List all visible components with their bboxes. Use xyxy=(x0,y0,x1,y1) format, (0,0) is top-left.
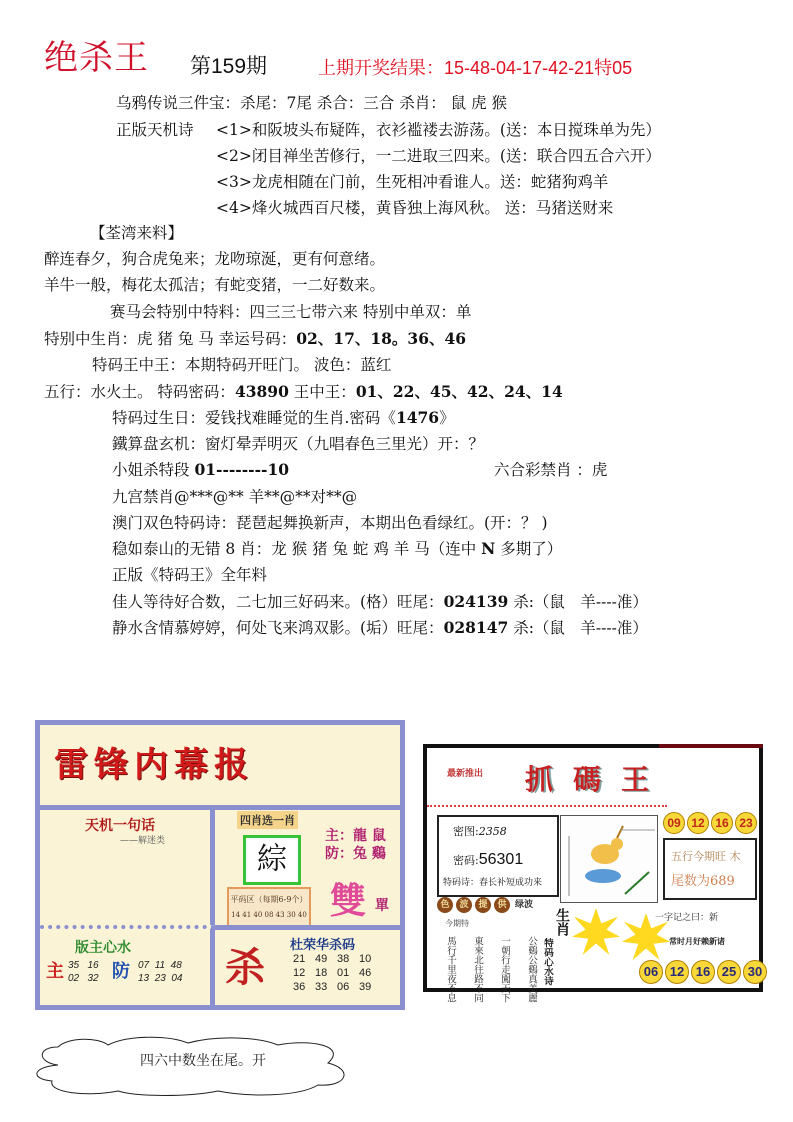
num: 23 xyxy=(154,973,166,984)
line-s4 xyxy=(44,329,466,349)
ball: 25 xyxy=(717,960,741,984)
line-s4-label: 特别中生肖：虎 猪 兔 马 幸运号码： xyxy=(44,330,297,348)
king-numbers: 01、22、45、42、24、14 xyxy=(355,382,563,401)
poem-label: 正版天机诗 xyxy=(116,121,194,139)
dan-char: 單 xyxy=(375,898,389,914)
du-title: 杜荣华杀码 xyxy=(290,938,356,953)
lucky-numbers: 02、17、18。36、46 xyxy=(296,329,467,348)
line-s9-label: 小姐杀特段 xyxy=(112,461,195,479)
wave-color: 绿波 xyxy=(515,900,534,910)
num: 21 xyxy=(293,953,306,965)
num: 35 xyxy=(68,960,80,971)
line-s14 xyxy=(112,592,648,612)
ball: 16 xyxy=(711,812,733,834)
line-s6-mid: 王中王： xyxy=(288,383,356,401)
fang-line: 防：兔 鷄 xyxy=(325,846,386,862)
leifeng-title: 雷锋内幕报 xyxy=(54,745,254,785)
line-s1: 醉连春夕，狗合虎兔来；龙吻琼涎，更有何意绪。 xyxy=(44,250,386,268)
ball: 23 xyxy=(735,812,757,834)
wuxing-text: 五行今期旺 木 xyxy=(671,850,741,863)
bottom-balls xyxy=(639,960,767,984)
line-s15 xyxy=(112,618,648,638)
fang-label: 防 xyxy=(112,961,130,982)
rabbit-illustration xyxy=(560,815,658,903)
du-box xyxy=(215,925,400,1005)
top-strip xyxy=(659,744,763,748)
tianji-title: 天机一句话 xyxy=(85,818,155,834)
line-s15-a: 静水含情慕婷婷，何处飞来鸿双影。(垢）旺尾： xyxy=(112,619,444,637)
mima-label: 密码: xyxy=(453,854,479,867)
sha-char: 杀 xyxy=(225,944,265,991)
tema-heart-poem: 特码心水诗 xyxy=(542,938,553,986)
num: 04 xyxy=(171,973,183,984)
line-s11: 澳门双色特码诗：琵琶起舞换新声，本期出色看绿红。(开：？ ) xyxy=(112,514,548,532)
leifeng-header xyxy=(40,725,400,810)
top-balls xyxy=(663,812,757,834)
section-heading: 【荃湾来料】 xyxy=(90,224,184,242)
line-s15-b: 杀:（鼠 羊----准） xyxy=(508,619,648,637)
weishu-text: 尾数为689 xyxy=(671,874,735,889)
banzhu-title: 版主心水 xyxy=(75,940,131,956)
zong-box xyxy=(215,805,400,925)
jinqi-label: 今期特 xyxy=(445,919,469,928)
zhuama-panel xyxy=(423,744,763,1003)
mima-value: 56301 xyxy=(478,851,524,868)
line-s3: 赛马会特别中特料：四三三七带六来 特别中单双：单 xyxy=(110,303,472,321)
line-s15-code: 028147 xyxy=(443,618,509,637)
zhu-line: 主：龍 鼠 xyxy=(325,828,386,844)
fang-numbers xyxy=(138,959,183,985)
ball: 30 xyxy=(743,960,767,984)
num: 06 xyxy=(337,981,350,993)
color-tags xyxy=(437,897,533,913)
changshi: 常时月好赖新诸 xyxy=(669,936,725,946)
zhu-numbers xyxy=(68,959,99,985)
line-s14-b: 杀:（鼠 羊----准） xyxy=(508,593,648,611)
last-result-numbers: 15-48-04-17-42-21特05 xyxy=(444,58,633,78)
zhu-label: 主 xyxy=(46,961,64,982)
line-s12-b: 多期了） xyxy=(495,540,563,558)
zong-char: 綜 xyxy=(243,835,301,885)
num: 33 xyxy=(315,981,328,993)
rabbit-icon xyxy=(561,816,657,902)
poem-col: 馬行千里夜不息 xyxy=(445,936,456,1003)
ball: 16 xyxy=(691,960,715,984)
tag: 提 xyxy=(475,897,491,913)
line-s7-end: 》 xyxy=(439,409,455,427)
tema-poem-line: 特码诗：春长补短成功来 xyxy=(443,878,543,888)
star-burst-icon xyxy=(572,908,620,956)
num: 13 xyxy=(138,973,150,984)
mitu xyxy=(453,823,507,839)
tag: 波 xyxy=(456,897,472,913)
cloud-text: 四六中数坐在尾。开 xyxy=(140,1053,266,1069)
ball: 09 xyxy=(663,812,685,834)
mima xyxy=(453,851,523,869)
mitu-label: 密图: xyxy=(453,825,479,838)
num: 01 xyxy=(337,967,350,979)
mitu-value: 2358 xyxy=(478,825,507,838)
line-crow-legend: 乌鸦传说三件宝：杀尾：7尾 杀合：三合 杀肖： 鼠 虎 猴 xyxy=(116,94,507,112)
num: 46 xyxy=(359,967,372,979)
zhu-fang-text xyxy=(325,827,386,863)
last-result xyxy=(318,54,632,80)
num: 38 xyxy=(337,953,350,965)
num: 36 xyxy=(293,981,306,993)
line-s8: 鐵算盘玄机：窗灯晕弄明灭（九唱春色三里光）开：？ xyxy=(112,435,485,453)
line-s12-n: N xyxy=(481,539,496,558)
poem-col: 公鷄公鷄真美麗 xyxy=(526,936,537,1003)
tianji-box xyxy=(40,805,215,925)
line-s9 xyxy=(112,460,289,480)
shuang-char: 雙 xyxy=(330,880,367,922)
num: 48 xyxy=(170,960,182,971)
num: 11 xyxy=(154,960,166,971)
num: 32 xyxy=(87,973,99,984)
secret-code: 43890 xyxy=(234,382,289,401)
num: 18 xyxy=(315,967,328,979)
forbidden-zodiac: 六合彩禁肖 ：虎 xyxy=(494,461,608,479)
poem-col: 一朝行走闖天下 xyxy=(499,936,510,1003)
line-s14-a: 佳人等待好合数，二七加三好码来。(格）旺尾： xyxy=(112,593,444,611)
secret-box xyxy=(437,815,559,897)
issue-number: 第159期 xyxy=(190,55,268,78)
latest-tag: 最新推出 xyxy=(447,769,484,779)
num: 02 xyxy=(68,973,80,984)
ball: 12 xyxy=(665,960,689,984)
poem-columns xyxy=(445,936,537,1003)
kill-range: 01--------10 xyxy=(194,460,290,479)
num: 39 xyxy=(359,981,372,993)
num: 10 xyxy=(359,953,372,965)
shengxiao-label: 生肖 xyxy=(554,908,570,936)
num: 07 xyxy=(138,960,150,971)
pingma-label: 平码区（每期6-9个） xyxy=(230,895,308,904)
line-s13: 正版《特码王》全年料 xyxy=(112,566,268,584)
num: 49 xyxy=(315,953,328,965)
line-s14-code: 024139 xyxy=(443,592,509,611)
last-result-label: 上期开奖结果： xyxy=(318,58,444,78)
pingma-numbers: 14 41 40 08 43 30 40 xyxy=(231,911,307,919)
tag: 色 xyxy=(437,897,453,913)
zhuama-title: 抓碼王 xyxy=(525,763,670,796)
line-s12-a: 稳如泰山的无错 8 肖：龙 猴 猪 兔 蛇 鸡 羊 马（连中 xyxy=(112,540,482,558)
line-s2: 羊牛一般，梅花太孤洁；有蛇变猪，一二好数来。 xyxy=(44,276,386,294)
banzhu-box xyxy=(40,925,215,1005)
line-s12 xyxy=(112,539,562,559)
line-s6 xyxy=(44,382,563,402)
line-s6-label: 五行：水火土。 特码密码： xyxy=(44,383,235,401)
du-numbers xyxy=(293,952,381,994)
tianji-author: ——解迷类 xyxy=(120,836,166,846)
zong-title: 四肖选一肖 xyxy=(237,811,298,829)
poem-line-2: <2>闭目禅坐苦修行，一二进取三四来。(送：联合四五合六开） xyxy=(216,147,661,165)
birthday-code: 1476 xyxy=(395,408,440,427)
line-s7 xyxy=(112,408,455,428)
pingma-box xyxy=(227,887,311,927)
num: 16 xyxy=(87,960,99,971)
line-s7-label: 特码过生日：爱钱找难睡觉的生肖.密码《 xyxy=(112,409,396,427)
num: 12 xyxy=(293,967,306,979)
poem-line-1: <1>和阪坡头布疑阵，衣衫褴褛去游荡。(送：本日搅珠单为先） xyxy=(216,121,661,139)
divider xyxy=(427,805,667,809)
poem-line-3: <3>龙虎相随在门前，生死相冲看谁人。送：蛇猪狗鸡羊 xyxy=(216,173,609,191)
line-s10: 九宫禁肖@***@** 羊**@**对**@ xyxy=(112,488,358,506)
poem-col: 東來北往路不同 xyxy=(472,936,483,1003)
line-s5: 特码王中王：本期特码开旺门。 波色：蓝红 xyxy=(92,356,392,374)
wuxing-box xyxy=(663,838,757,900)
one-word: 一字记之曰：新 xyxy=(655,913,719,923)
poem-line-4: <4>烽火城西百尺楼，黄昏独上海风秋。 送：马猪送财来 xyxy=(216,199,614,217)
leifeng-panel xyxy=(35,720,405,1010)
ball: 12 xyxy=(687,812,709,834)
brand-title: 绝杀王 xyxy=(44,38,149,78)
tag: 供 xyxy=(494,897,510,913)
ball: 06 xyxy=(639,960,663,984)
